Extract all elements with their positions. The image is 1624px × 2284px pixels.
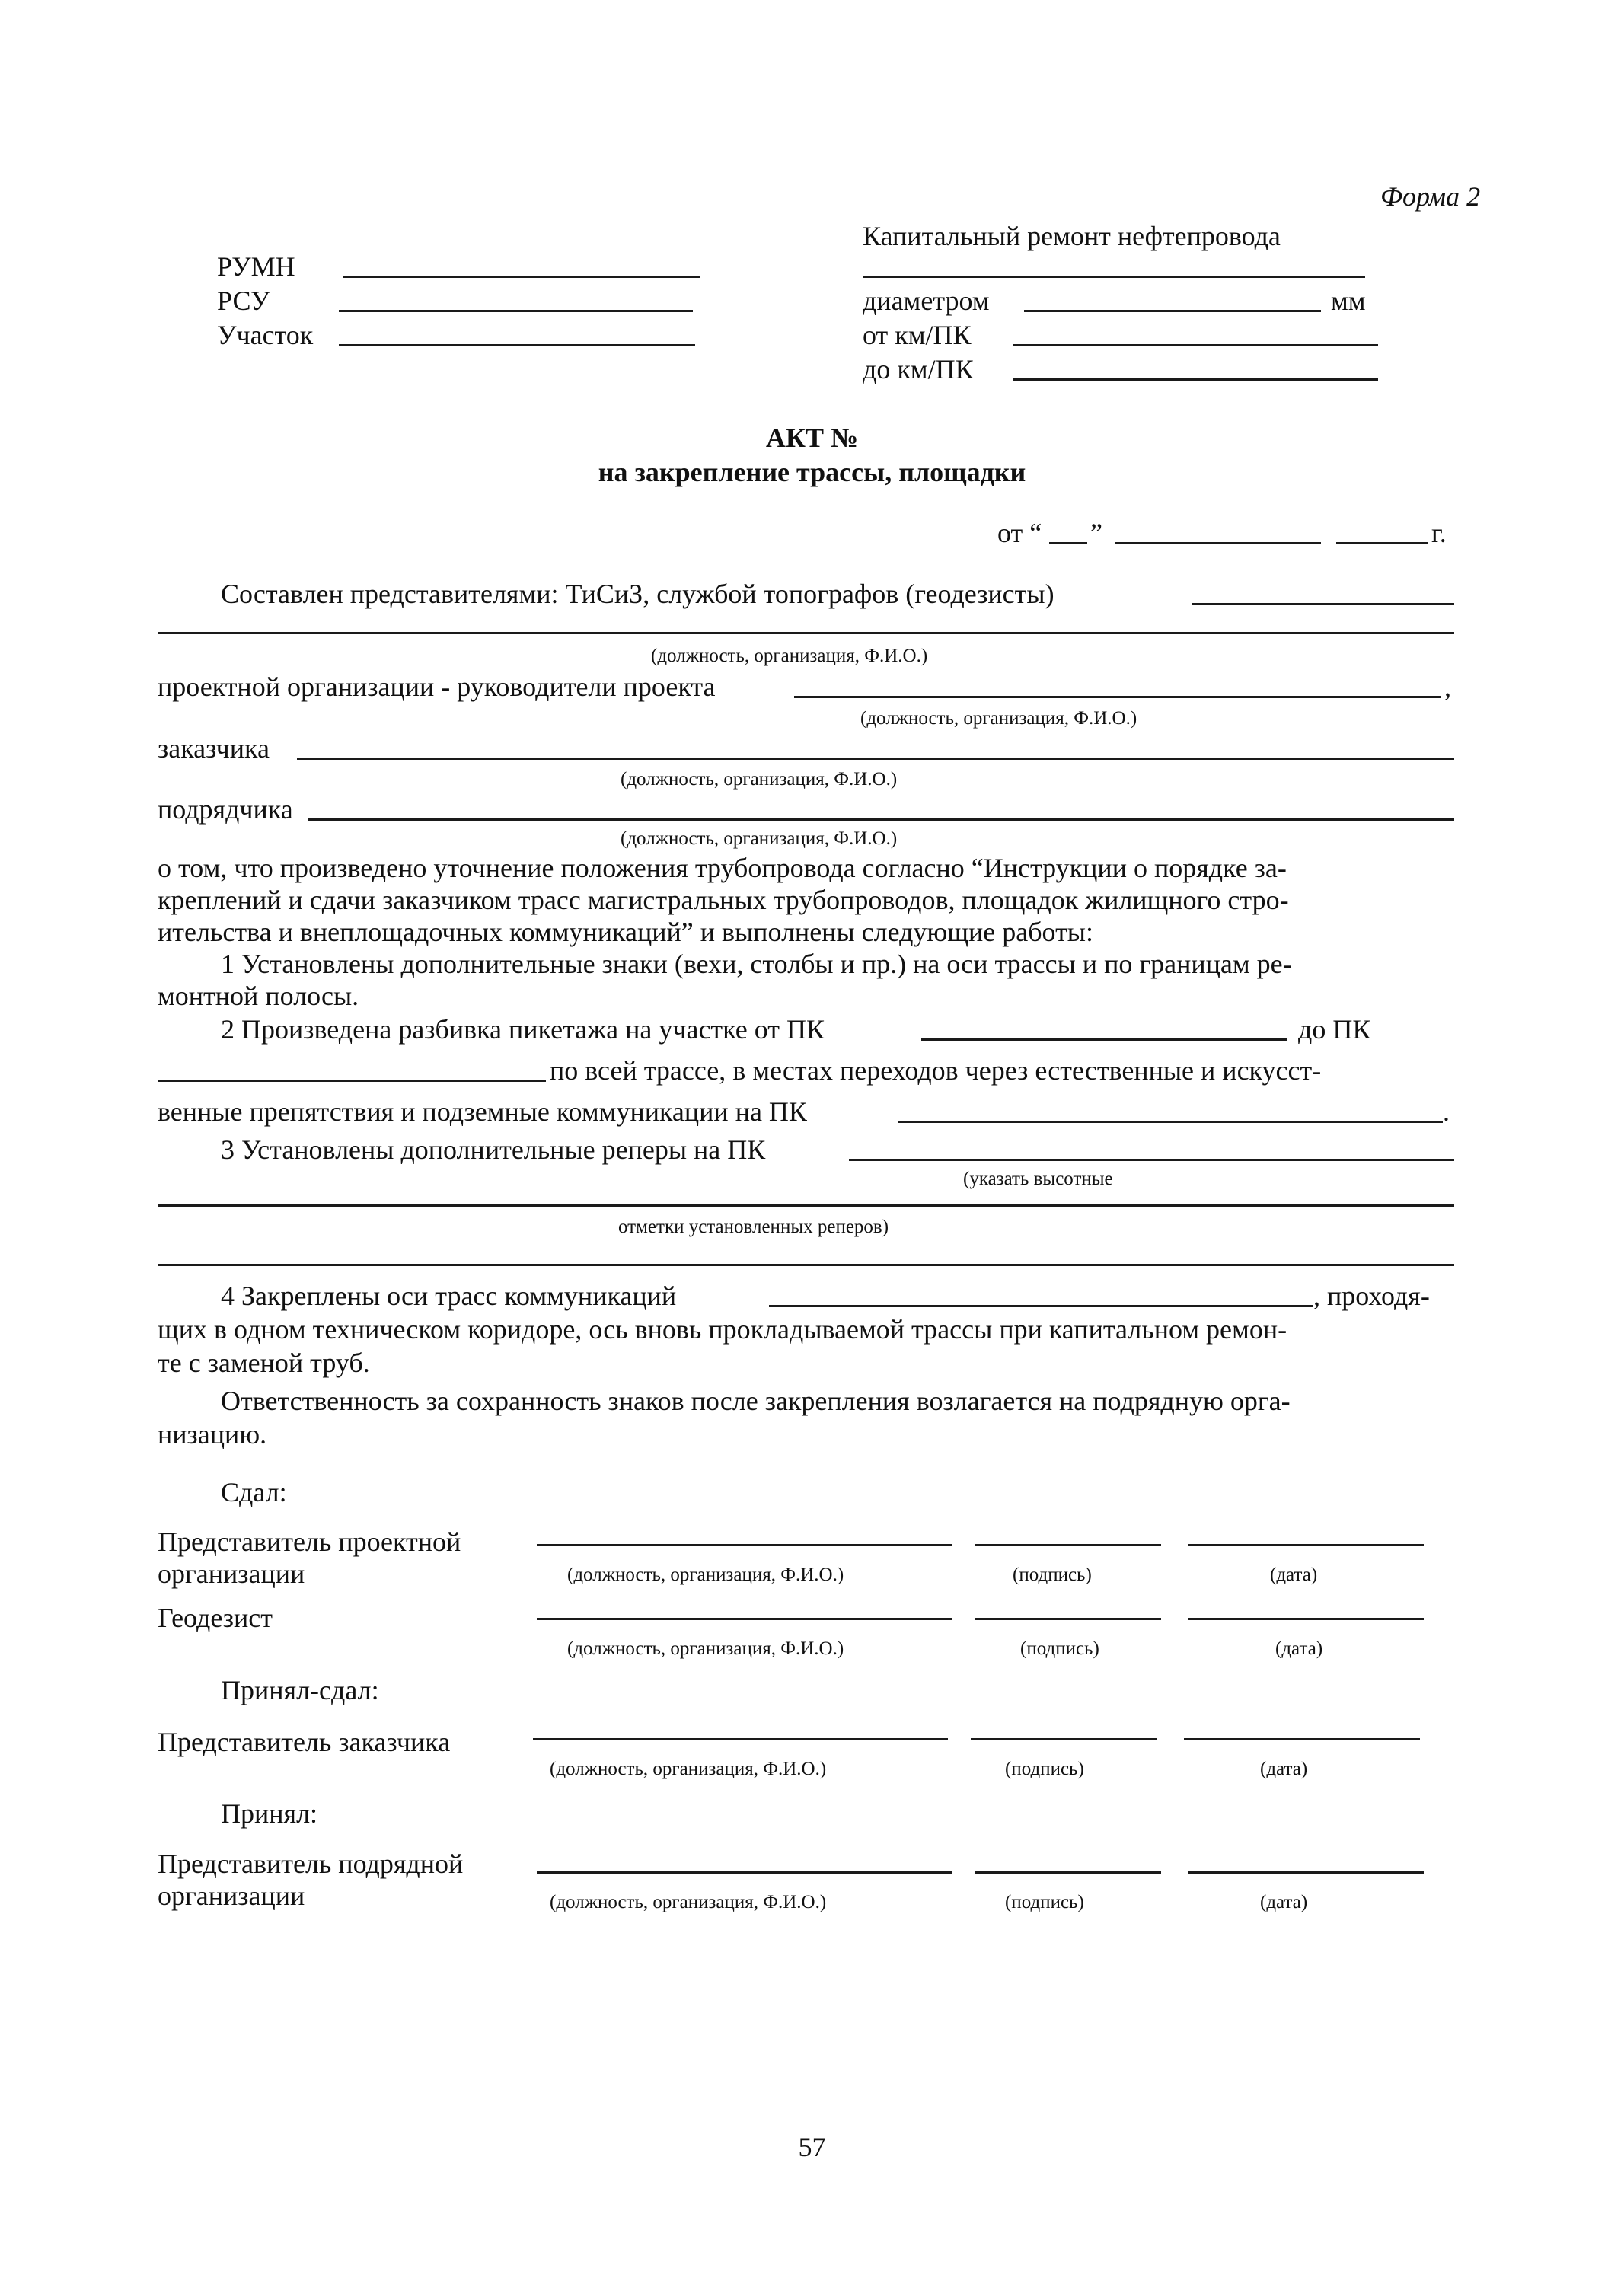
customer-rep-signature-field[interactable] xyxy=(971,1738,1157,1740)
hint-date: (дата) xyxy=(1270,1565,1318,1585)
section-label: Участок xyxy=(217,320,314,350)
project-title: Капитальный ремонт нефтепровода xyxy=(863,221,1281,251)
contractor-field[interactable] xyxy=(308,818,1454,821)
handed-over-heading: Сдал: xyxy=(221,1477,287,1507)
hint-date: (дата) xyxy=(1275,1638,1323,1659)
item3-hint-2: отметки установленных реперов) xyxy=(618,1217,889,1237)
geodesist-position-field[interactable] xyxy=(537,1618,952,1620)
item4-text-a: 4 Закреплены оси трасс коммуникаций xyxy=(221,1281,677,1311)
project-name-field[interactable] xyxy=(863,276,1365,278)
hint-signature: (подпись) xyxy=(1005,1759,1084,1779)
communications-field[interactable] xyxy=(769,1305,1313,1307)
contractor-rep-position-field[interactable] xyxy=(537,1871,952,1874)
date-day-field[interactable] xyxy=(1049,542,1087,544)
item3-text: 3 Установлены дополнительные реперы на ПК xyxy=(221,1134,766,1165)
hint-position: (должность, организация, Ф.И.О.) xyxy=(621,769,898,790)
contractor-rep-label-2: организации xyxy=(158,1880,305,1911)
benchmarks-pk-field[interactable] xyxy=(849,1159,1454,1161)
item2-text-b: до ПК xyxy=(1298,1014,1371,1045)
design-rep-label-2: организации xyxy=(158,1558,305,1589)
responsibility-line-1: Ответственность за сохранность знаков после закрепления возлагается на подрядную орга- xyxy=(221,1386,1291,1416)
design-rep-date-field[interactable] xyxy=(1188,1544,1424,1546)
item4-text-c: щих в одном техническом коридоре, ось вновь прокладываемой трассы при капитальном ремон- xyxy=(158,1314,1287,1345)
hint-signature: (подпись) xyxy=(1005,1892,1084,1912)
benchmarks-extra-field[interactable] xyxy=(158,1264,1454,1266)
contractor-rep-label-1: Представитель подрядной xyxy=(158,1849,464,1879)
contractor-rep-signature-field[interactable] xyxy=(975,1871,1161,1874)
date-suffix: г. xyxy=(1431,518,1447,548)
item2-end: . xyxy=(1443,1096,1450,1127)
item4-text-d: те с заменой труб. xyxy=(158,1348,370,1378)
item2-text-a: 2 Произведена разбивка пикетажа на участке от ПК xyxy=(221,1014,825,1045)
design-rep-position-field[interactable] xyxy=(537,1544,952,1546)
date-month-field[interactable] xyxy=(1115,542,1321,544)
accepted-heading: Принял: xyxy=(221,1798,318,1829)
item1-line-1: 1 Установлены дополнительные знаки (вехи, столбы и пр.) на оси трассы и по границам ре- xyxy=(221,949,1292,979)
contractor-rep-date-field[interactable] xyxy=(1188,1871,1424,1874)
hint-position: (должность, организация, Ф.И.О.) xyxy=(860,708,1137,729)
date-prefix: от “ xyxy=(997,518,1042,548)
date-mid: ” xyxy=(1090,518,1102,548)
customer-rep-label: Представитель заказчика xyxy=(158,1727,451,1757)
geodesist-field[interactable] xyxy=(1192,603,1454,605)
compiled-by-text: Составлен представителями: ТиСиЗ, службой топографов (геодезисты) xyxy=(221,579,1054,609)
geodesist-field-cont[interactable] xyxy=(158,632,1454,634)
hint-position: (должность, организация, Ф.И.О.) xyxy=(567,1638,844,1659)
form-label: Форма 2 xyxy=(1380,181,1481,212)
benchmarks-elevation-field[interactable] xyxy=(158,1204,1454,1207)
item2-text-c: по всей трассе, в местах переходов через естественные и искусст- xyxy=(550,1055,1322,1086)
intro-line-1: о том, что произведено уточнение положения трубопровода согласно “Инструкции о порядке за- xyxy=(158,853,1287,883)
geodesist-signature-field[interactable] xyxy=(975,1618,1161,1620)
contractor-label: подрядчика xyxy=(158,794,293,825)
diameter-label: диаметром xyxy=(863,286,990,316)
item1-line-2: монтной полосы. xyxy=(158,981,359,1011)
design-org-field[interactable] xyxy=(794,696,1441,698)
item2-text-d: венные препятствия и подземные коммуникации на ПК xyxy=(158,1096,807,1127)
item3-hint-1: (указать высотные xyxy=(963,1169,1113,1189)
rsu-field[interactable] xyxy=(339,310,693,312)
hint-position: (должность, организация, Ф.И.О.) xyxy=(567,1565,844,1585)
design-org-label: проектной организации - руководители проекта xyxy=(158,671,716,702)
hint-date: (дата) xyxy=(1260,1759,1308,1779)
pk-crossings-field[interactable] xyxy=(898,1121,1443,1123)
hint-signature: (подпись) xyxy=(1020,1638,1099,1659)
act-subtitle: на закрепление трассы, площадки xyxy=(598,457,1026,487)
page-number: 57 xyxy=(798,2132,826,2162)
hint-position: (должность, организация, Ф.И.О.) xyxy=(651,646,928,666)
rumn-label: РУМН xyxy=(217,251,295,282)
customer-rep-position-field[interactable] xyxy=(533,1738,948,1740)
hint-position: (должность, организация, Ф.И.О.) xyxy=(621,828,898,849)
from-km-label: от км/ПК xyxy=(863,320,972,350)
to-km-field[interactable] xyxy=(1013,378,1378,381)
rumn-field[interactable] xyxy=(343,276,700,278)
geodesist-date-field[interactable] xyxy=(1188,1618,1424,1620)
date-year-field[interactable] xyxy=(1336,542,1428,544)
responsibility-line-2: низацию. xyxy=(158,1419,267,1450)
hint-signature: (подпись) xyxy=(1013,1565,1092,1585)
hint-position: (должность, организация, Ф.И.О.) xyxy=(550,1892,827,1912)
from-km-field[interactable] xyxy=(1013,344,1378,346)
item4-text-b: , проходя- xyxy=(1313,1281,1430,1311)
diameter-field[interactable] xyxy=(1024,310,1321,312)
design-rep-label-1: Представитель проектной xyxy=(158,1526,461,1557)
pk-to-field[interactable] xyxy=(158,1080,546,1082)
customer-field[interactable] xyxy=(297,758,1454,760)
act-title: АКТ № xyxy=(765,423,859,453)
customer-rep-date-field[interactable] xyxy=(1184,1738,1420,1740)
pk-from-field[interactable] xyxy=(921,1038,1287,1041)
rsu-label: РСУ xyxy=(217,286,270,316)
hint-position: (должность, организация, Ф.И.О.) xyxy=(550,1759,827,1779)
intro-line-3: ительства и внеплощадочных коммуникаций” и выполнены следующие работы: xyxy=(158,917,1093,947)
intro-line-2: креплений и сдачи заказчиком трасс магистральных трубопроводов, площадок жилищного стро- xyxy=(158,885,1289,915)
section-field[interactable] xyxy=(339,344,695,346)
design-org-comma: , xyxy=(1444,671,1451,702)
customer-label: заказчика xyxy=(158,733,270,764)
hint-date: (дата) xyxy=(1260,1892,1308,1912)
design-rep-signature-field[interactable] xyxy=(975,1544,1161,1546)
geodesist-label: Геодезист xyxy=(158,1603,273,1633)
diameter-unit: мм xyxy=(1331,286,1366,316)
to-km-label: до км/ПК xyxy=(863,354,974,384)
accepted-handed-heading: Принял-сдал: xyxy=(221,1675,379,1705)
